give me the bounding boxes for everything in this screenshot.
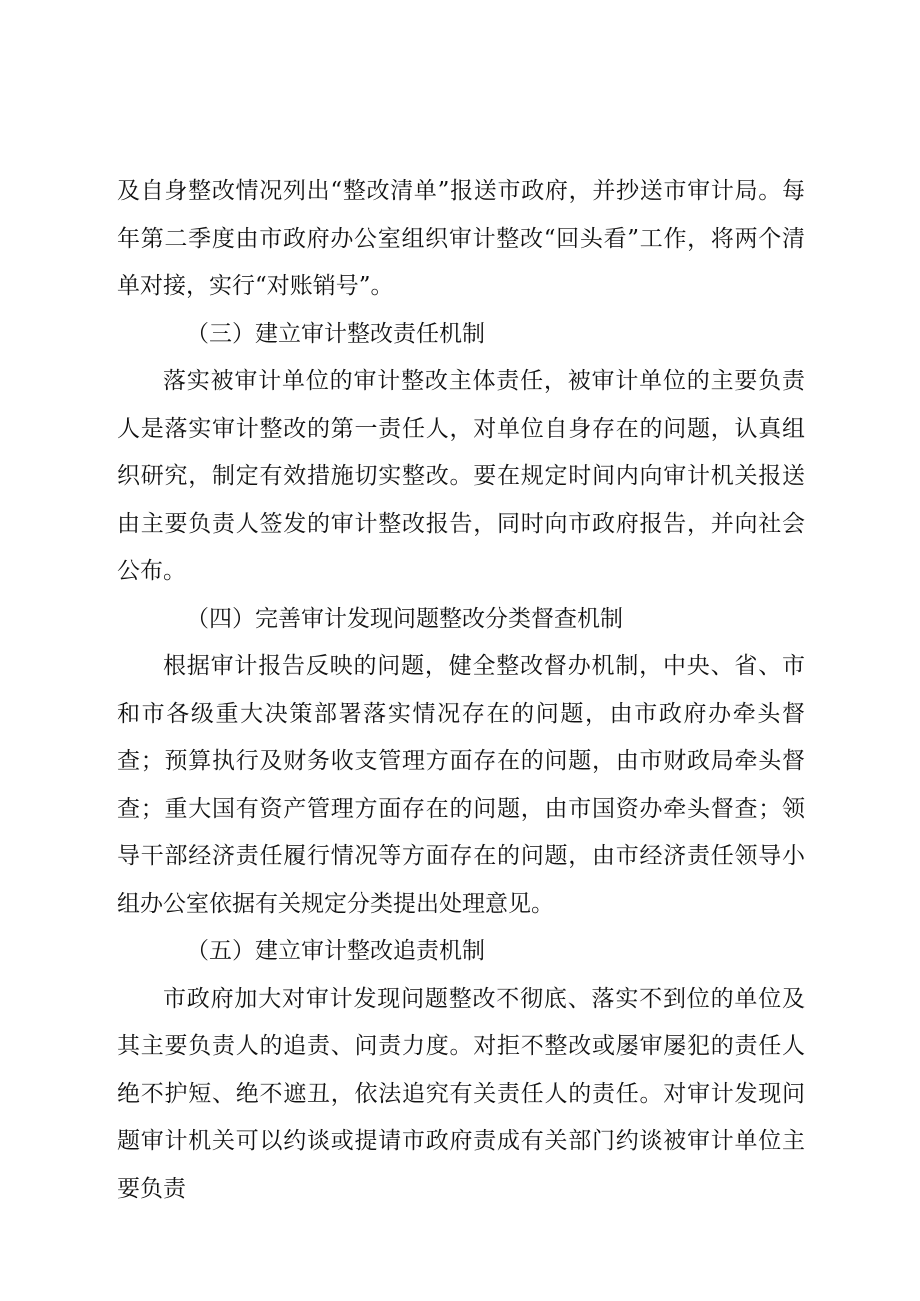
document-body bbox=[117, 168, 805, 1213]
body-paragraph: 落实被审计单位的审计整改主体责任，被审计单位的主要负责人是落实审计整改的第一责任人，对单位自身存在的问题，认真组织研究，制定有效措施切实整改。要在规定时间内向审计机关报送由主要负责人签发的审计整改报告，同时向市政府报告，并向社会公布。 bbox=[117, 368, 805, 584]
section-heading-three: （三）建立审计整改责任机制 bbox=[186, 320, 485, 347]
body-paragraph: 市政府加大对审计发现问题整改不彻底、落实不到位的单位及其主要负责人的追责、问责力度。对拒不整改或屡审屡犯的责任人绝不护短、绝不遮丑，依法追究有关责任人的责任。对审计发现问题审计机关可以约谈或提请市政府责成有关部门约谈被审计单位主要负责 bbox=[117, 985, 805, 1202]
section-heading-five: （五）建立审计整改追责机制 bbox=[186, 938, 485, 964]
body-paragraph: 根据审计报告反映的问题，健全整改督办机制，中央、省、市和市各级重大决策部署落实情况存在的问题，由市政府办牵头督查；预算执行及财务收支管理方面存在的问题，由市财政局牵头督查；重大国有资产管理方面存在的问题，由市国资办牵头督查；领导干部经济责任履行情况等方面存在的问题，由市经济责任领导小组办公室依据有关规定分类提出处理意见。 bbox=[117, 653, 805, 917]
section-heading-four: （四）完善审计发现问题整改分类督查机制 bbox=[186, 605, 623, 632]
continuation-paragraph: 及自身整改情况列出“整改清单”报送市政府，并抄送市审计局。每年第二季度由市政府办公室组织审计整改“回头看”工作，将两个清单对接，实行“对账销号”。 bbox=[117, 178, 805, 299]
